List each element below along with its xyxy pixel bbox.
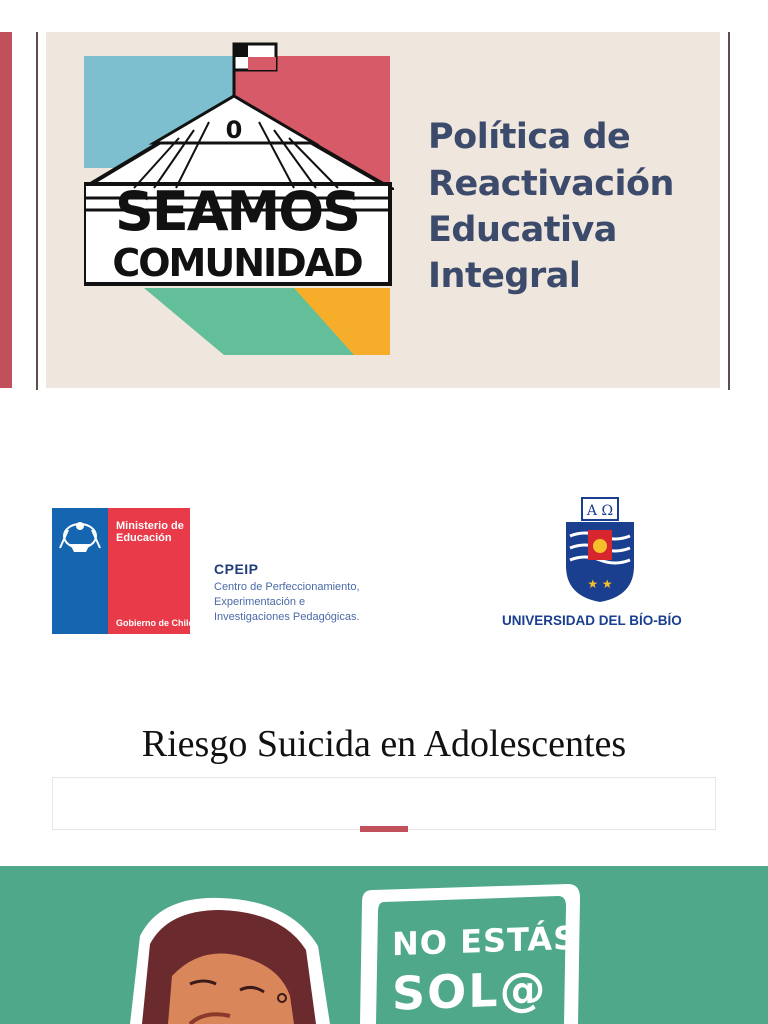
ministry-name: Ministerio de Educación bbox=[116, 520, 184, 544]
bubble-text-line2: SOL@ bbox=[392, 961, 548, 1021]
document-title: Riesgo Suicida en Adolescentes bbox=[141, 723, 627, 765]
svg-text:0: 0 bbox=[225, 116, 243, 144]
policy-line-1: Política de bbox=[428, 117, 631, 157]
seamos-comunidad-logo bbox=[84, 38, 394, 358]
illustration-art bbox=[0, 866, 768, 1024]
banner-frame-right bbox=[728, 32, 730, 390]
cpeip-line-1: Centro de Perfeccionamiento, bbox=[214, 581, 360, 593]
logo-text-seamos: SEAMOS bbox=[114, 180, 360, 243]
svg-text:★ ★: ★ ★ bbox=[587, 577, 613, 591]
banner-frame-left bbox=[36, 32, 38, 390]
no-estas-solo-illustration bbox=[0, 866, 768, 1024]
left-accent-bar bbox=[0, 32, 12, 388]
mineduc-logo bbox=[52, 508, 194, 634]
ministry-gov-label: Gobierno de Chile bbox=[116, 618, 194, 628]
policy-line-3: Educativa bbox=[428, 210, 617, 250]
policy-line-4: Integral bbox=[428, 256, 581, 296]
ubb-shield-logo bbox=[560, 496, 640, 604]
subtitle-box bbox=[52, 777, 716, 830]
logo-text-comunidad: COMUNIDAD bbox=[112, 241, 362, 285]
ubb-name: UNIVERSIDAD DEL BÍO-BÍO bbox=[502, 613, 682, 628]
ubb-shield-letters: A Ω bbox=[586, 503, 614, 519]
title-accent-bar bbox=[360, 826, 408, 832]
cpeip-title: CPEIP bbox=[214, 561, 259, 577]
policy-line-2: Reactivación bbox=[428, 164, 674, 204]
coat-of-arms-icon bbox=[52, 508, 108, 558]
cpeip-line-3: Investigaciones Pedagógicas. bbox=[214, 611, 360, 623]
bubble-text-line1: NO ESTÁS bbox=[392, 918, 578, 964]
cpeip-line-2: Experimentación e bbox=[214, 596, 306, 608]
